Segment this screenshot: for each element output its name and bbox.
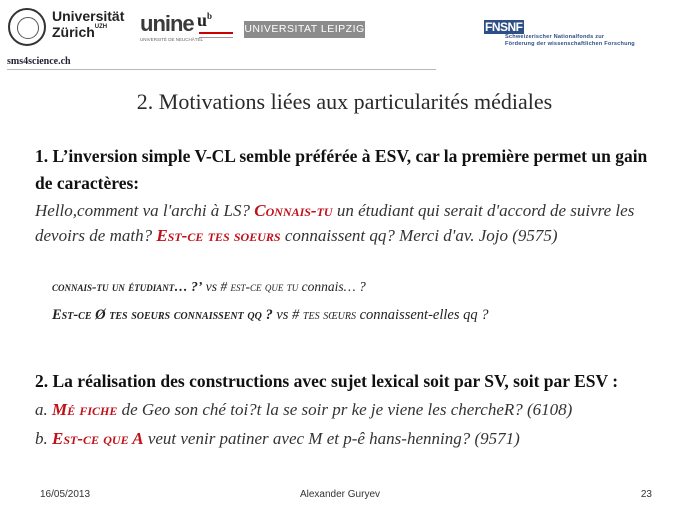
unine-logo-sub: UNIVERSITÉ DE NEUCHÂTEL [140, 37, 204, 42]
example-1-text-a: Hello,comment va l'archi à LS? [35, 201, 255, 220]
example-b [35, 429, 685, 449]
example-1-highlight-2: Est-ce tes soeurs [156, 225, 281, 245]
footer-author: Alexander Guryev [299, 489, 381, 500]
slide-title: 2. Motivations liées aux particularités médiales [136, 89, 553, 114]
snf-logo-text-line2: Förderung der wissenschaftlichen Forschung [505, 41, 635, 47]
example-b-text: veut venir patiner avec M et p-ê hans-henning? (9571) [143, 429, 520, 448]
uzh-seal-icon [8, 8, 46, 46]
contrast-1-alt: est-ce que tu [230, 279, 299, 294]
snf-logo-box: FNSNF [485, 20, 523, 34]
example-a [35, 400, 685, 420]
unibern-logo-u: u [197, 10, 208, 30]
snf-logo [484, 20, 524, 34]
uzh-logo-line2 [52, 24, 107, 40]
uzh-logo-city: Zürich [52, 24, 95, 40]
footer-page-number: 23 [640, 489, 652, 500]
example-a-label: a. [35, 400, 52, 419]
footer-date: 16/05/2013 [40, 489, 91, 500]
example-b-label: b. [35, 429, 52, 448]
contrast-1-form: connais-tu un étudiant… ?’ [52, 279, 203, 294]
snf-logo-text-line1: Schweizerischer Nationalfonds zur [505, 34, 605, 40]
contrast-2-end: connaissent-elles qq ? [356, 307, 489, 323]
example-1-text-b: un étudiant qui serait d'accord de suivre les devoirs de math? [35, 201, 635, 245]
contrast-2-alt: tes sœurs [302, 307, 356, 323]
uzh-logo-mark: UZH [94, 24, 108, 30]
unine-logo: unine [140, 11, 194, 36]
unibern-logo [197, 10, 212, 31]
site-label: sms4science.ch [7, 56, 71, 67]
example-a-text: de Geo son ché toi?t la se soir pr ke je viene les chercheR? (6108) [117, 400, 573, 419]
unibern-logo-lines [199, 32, 233, 44]
leipzig-logo: UNIVERSITAT LEIPZIG [244, 21, 365, 38]
example-a-highlight: Mé fiche [52, 400, 118, 419]
unibern-logo-b: b [207, 11, 213, 21]
snf-logo-text [505, 34, 635, 48]
contrast-2 [52, 307, 489, 324]
contrast-2-form: Est-ce Ø tes soeurs connaissent qq ? [52, 307, 273, 323]
point-1: 1. L’inversion simple V-CL semble préférée à ESV, car la première permet un gain de caractères: [35, 146, 648, 193]
example-b-highlight: Est-ce que A [52, 429, 144, 448]
point-2: 2. La réalisation des constructions avec sujet lexical soit par SV, soit par ESV : [35, 371, 619, 391]
example-1-text-c: connaissent qq? Merci d'av. Jojo (9575) [280, 225, 558, 245]
contrast-2-vs: vs # [272, 307, 303, 323]
contrast-1-vs: vs # [202, 279, 231, 294]
contrast-1 [52, 279, 366, 295]
header-divider [7, 69, 436, 70]
uzh-logo-line1: Universität [52, 8, 125, 24]
example-1 [35, 199, 675, 248]
contrast-1-end: connais… ? [298, 279, 366, 294]
example-1-highlight-1: Connais-tu [254, 201, 333, 220]
